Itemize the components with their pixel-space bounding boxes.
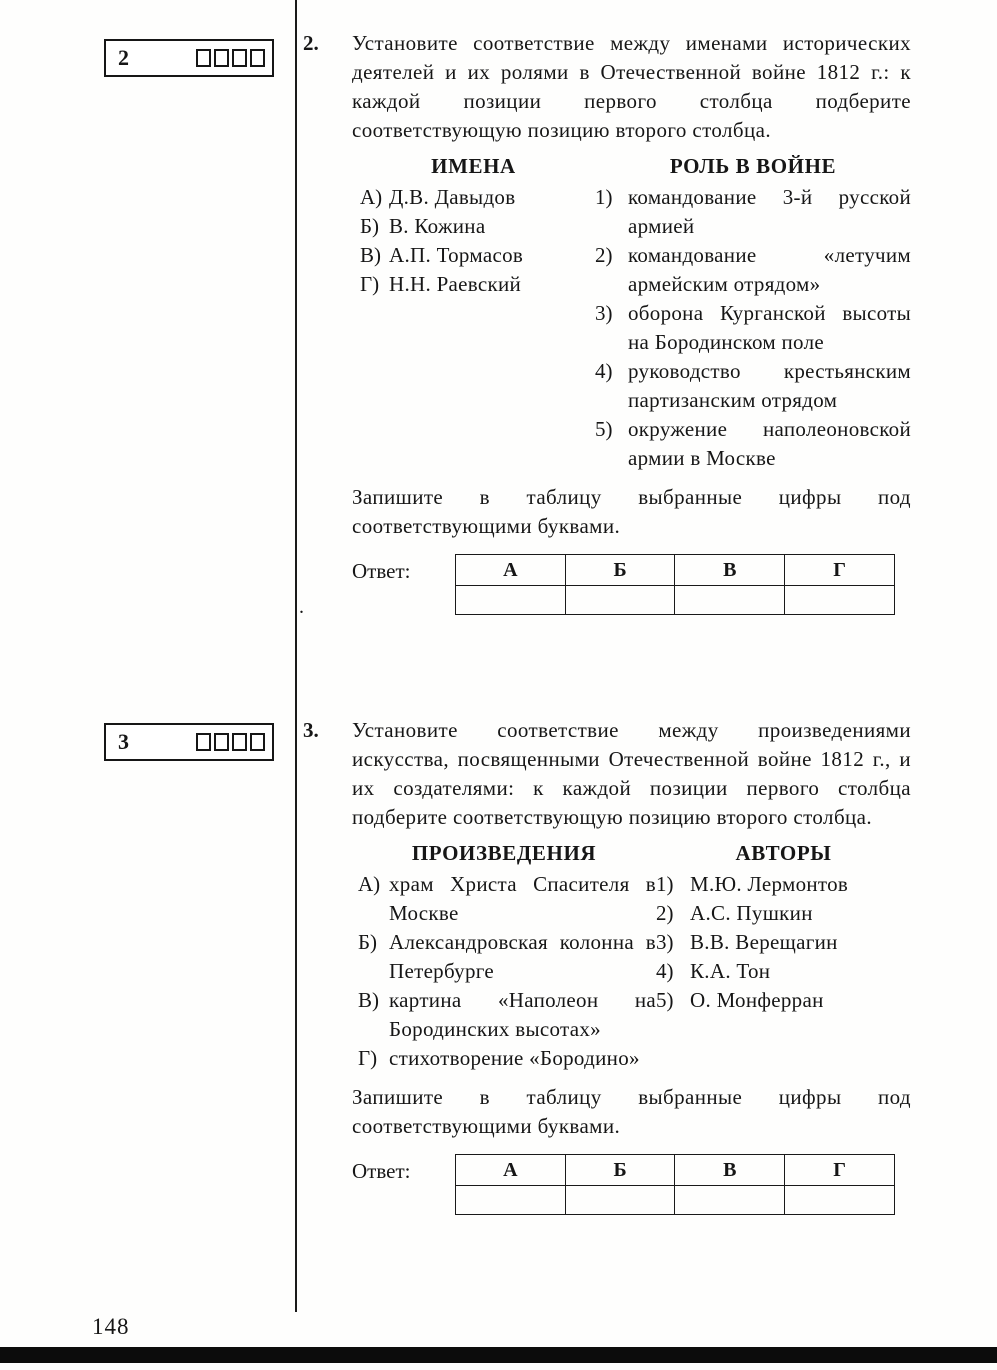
item-label: 3) xyxy=(595,301,613,325)
marker-cell xyxy=(196,733,211,751)
task-body xyxy=(352,29,911,615)
answer-blank-cell xyxy=(785,1186,895,1215)
task-marker-3 xyxy=(104,723,274,761)
column-header: ИМЕНА xyxy=(431,154,516,178)
match-item xyxy=(352,212,595,241)
item-text: командование «летучим армейским отрядом» xyxy=(628,243,911,296)
match-item xyxy=(352,270,595,299)
item-label: В) xyxy=(360,243,381,267)
answer-label: Ответ: xyxy=(352,559,411,583)
answer-blank-cell xyxy=(675,1186,785,1215)
task-marker-number: 3 xyxy=(118,729,129,754)
task-marker-2 xyxy=(104,39,274,77)
task-number: 3. xyxy=(303,718,319,742)
item-text: командование 3-й русской армией xyxy=(628,185,911,238)
item-label: Б) xyxy=(360,214,380,238)
item-text: А.П. Тормасов xyxy=(389,243,524,267)
item-text: окружение наполеоновской армии в Москве xyxy=(628,417,911,470)
item-label: А) xyxy=(360,185,383,209)
matching-columns xyxy=(352,152,911,473)
column-divider-line xyxy=(295,0,297,1312)
item-text: А.С. Пушкин xyxy=(690,901,813,925)
match-item xyxy=(595,241,911,299)
task-instruction: Запишите в таблицу выбранные цифры под соответствующими буквами. xyxy=(352,1085,911,1138)
item-label: Г) xyxy=(360,272,380,296)
item-text: стихотворение «Бородино» xyxy=(389,1046,640,1070)
item-label: 2) xyxy=(656,901,674,925)
answer-header-cell: Г xyxy=(785,555,895,586)
match-item xyxy=(352,1044,656,1073)
item-label: Г) xyxy=(358,1046,378,1070)
roles-column xyxy=(595,152,911,473)
page-number: 148 xyxy=(92,1314,130,1339)
match-item xyxy=(656,957,911,986)
match-item xyxy=(595,299,911,357)
match-item xyxy=(352,241,595,270)
answer-header-cell: Б xyxy=(565,1155,675,1186)
answer-table xyxy=(455,554,895,615)
marker-cell xyxy=(232,733,247,751)
task-body xyxy=(352,716,911,1215)
column-header: АВТОРЫ xyxy=(735,841,832,865)
answer-label: Ответ: xyxy=(352,1159,411,1183)
match-item xyxy=(656,986,911,1015)
answer-header-cell: В xyxy=(675,555,785,586)
answer-blank-cell xyxy=(565,1186,675,1215)
task-number: 2. xyxy=(303,31,319,55)
task-2 xyxy=(303,29,911,615)
item-label: 1) xyxy=(656,872,674,896)
item-text: В.В. Верещагин xyxy=(690,930,838,954)
answer-table xyxy=(455,1154,895,1215)
authors-column xyxy=(656,839,911,1073)
footer-bar xyxy=(0,1347,997,1363)
answer-blank-cell xyxy=(675,586,785,615)
names-column xyxy=(352,152,595,473)
marker-cell xyxy=(214,733,229,751)
item-text: К.А. Тон xyxy=(690,959,771,983)
item-text: Н.Н. Раевский xyxy=(389,272,522,296)
stray-print-mark: . xyxy=(299,596,304,618)
column-header: РОЛЬ В ВОЙНЕ xyxy=(669,154,837,178)
match-item xyxy=(595,357,911,415)
artworks-column xyxy=(352,839,656,1073)
answer-section xyxy=(352,554,911,615)
item-text: В. Кожина xyxy=(389,214,486,238)
answer-header-cell: А xyxy=(456,1155,566,1186)
marker-cell xyxy=(196,49,211,67)
item-text: картина «Наполеон на Бородинских высотах» xyxy=(389,988,656,1041)
marker-answer-cells xyxy=(196,49,265,67)
column-header: ПРОИЗВЕДЕНИЯ xyxy=(411,841,597,865)
item-label: 4) xyxy=(656,959,674,983)
answer-blank-row xyxy=(456,586,895,615)
answer-blank-cell xyxy=(456,586,566,615)
answer-section xyxy=(352,1154,911,1215)
task-marker-number: 2 xyxy=(118,45,129,70)
item-label: 3) xyxy=(656,930,674,954)
task-intro-paragraph: Установите соответствие между произведениями искусства, посвященными Отечественной войне 1812 г., и их создателями: к каждой позиции первого столбца подберите соответствующую позицию второго столбца. xyxy=(352,718,911,829)
item-text: М.Ю. Лермонтов xyxy=(690,872,849,896)
item-label: 2) xyxy=(595,243,613,267)
item-text: Александровская колонна в Петербурге xyxy=(389,930,656,983)
marker-cell xyxy=(232,49,247,67)
item-label: 4) xyxy=(595,359,613,383)
item-label: 5) xyxy=(595,417,613,441)
answer-header-cell: А xyxy=(456,555,566,586)
task-instruction: Запишите в таблицу выбранные цифры под соответствующими буквами. xyxy=(352,485,911,538)
task-intro-paragraph: Установите соответствие между именами исторических деятелей и их ролями в Отечественной войне 1812 г.: к каждой позиции первого столбца подберите соответствующую позицию второго столбца. xyxy=(352,31,911,142)
marker-cell xyxy=(250,49,265,67)
item-text: Д.В. Давыдов xyxy=(389,185,516,209)
task-3 xyxy=(303,716,911,1215)
answer-header-cell: В xyxy=(675,1155,785,1186)
match-item xyxy=(656,928,911,957)
answer-blank-row xyxy=(456,1186,895,1215)
answer-header-cell: Г xyxy=(785,1155,895,1186)
item-label: 5) xyxy=(656,988,674,1012)
match-item xyxy=(352,183,595,212)
item-label: В) xyxy=(358,988,379,1012)
answer-blank-cell xyxy=(565,586,675,615)
marker-answer-cells xyxy=(196,733,265,751)
match-item xyxy=(595,183,911,241)
item-text: храм Христа Спасителя в Москве xyxy=(389,872,656,925)
marker-cell xyxy=(214,49,229,67)
match-item xyxy=(595,415,911,473)
item-text: руководство крестьянским партизанским отрядом xyxy=(628,359,911,412)
match-item xyxy=(352,928,656,986)
answer-header-row xyxy=(456,1155,895,1186)
match-item xyxy=(352,870,656,928)
match-item xyxy=(352,986,656,1044)
item-label: А) xyxy=(358,872,381,896)
match-item xyxy=(656,899,911,928)
answer-header-row xyxy=(456,555,895,586)
answer-blank-cell xyxy=(456,1186,566,1215)
match-item xyxy=(656,870,911,899)
item-label: 1) xyxy=(595,185,613,209)
item-label: Б) xyxy=(358,930,378,954)
item-text: оборона Курганской высоты на Бородинском поле xyxy=(628,301,911,354)
answer-blank-cell xyxy=(785,586,895,615)
answer-header-cell: Б xyxy=(565,555,675,586)
matching-columns xyxy=(352,839,911,1073)
marker-cell xyxy=(250,733,265,751)
item-text: О. Монферран xyxy=(690,988,824,1012)
